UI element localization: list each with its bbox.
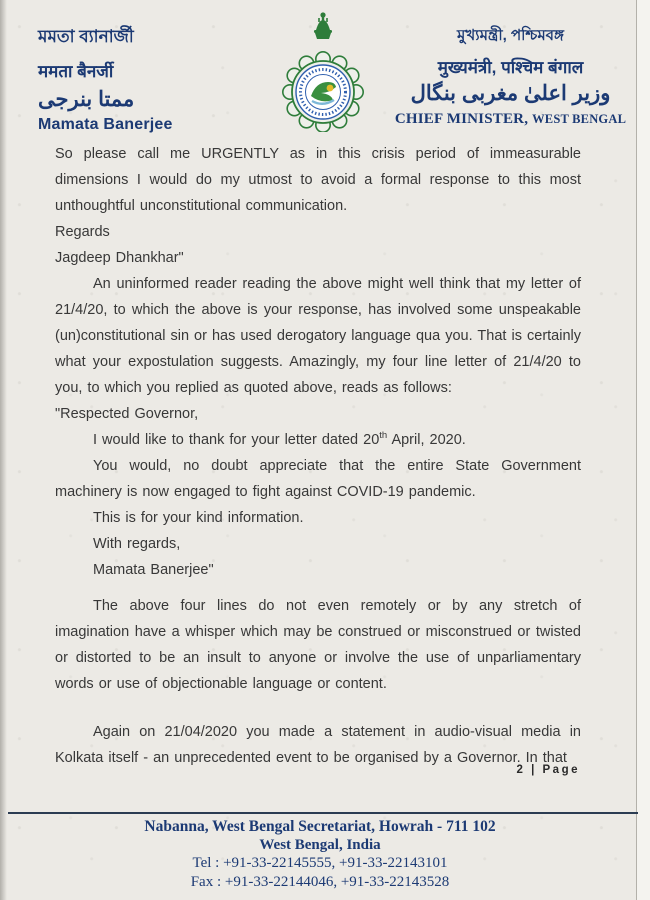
letter-paragraph: With regards, (93, 536, 181, 552)
letter-body (55, 141, 581, 771)
office-title-english-main: CHIEF MINISTER, (394, 111, 533, 127)
page-right-edge (636, 0, 637, 900)
biswa-bangla-seal (283, 52, 363, 132)
footer-telephone: Tel : +91-33-22145555, +91-33-22143101 (192, 855, 448, 871)
letter-paragraph: Jagdeep Dhankhar" (55, 250, 184, 266)
office-title-hindi: मुख्यमंत्री, पश्चिम बंगाल (437, 58, 584, 77)
sender-name-english: Mamata Banerjee (38, 116, 173, 133)
sender-name-urdu: ممتا بنرجی (38, 88, 135, 111)
letter-paragraph: I would like to thank for your letter dated 20th April, 2020. (93, 430, 466, 448)
letter-paragraph: The above four lines do not even remotely or by any stretch of imagination have a whisper which may be construed or misconstrued or twisted or distorted to be an insult to anyone or involve the use of unparliamentary words or use of objectionable language or content. (55, 598, 581, 692)
letter-paragraph: An uninformed reader reading the above might well think that my letter of 21/4/20, to which the above is your response, has involved some unspeakable (un)constitutional sin or has used derogatory language qua you. That is certainly what your expostulation suggests. Amazingly, my four line letter of 21/4/20 to you, to which you replied as quoted above, reads as follows: (55, 276, 581, 396)
letterhead-sender-block (38, 24, 228, 134)
letterhead-office-block (393, 24, 628, 128)
letter-paragraph: Again on 21/04/2020 you made a statement in audio-visual media in Kolkata itself - an unprecedented event to be organised by a Governor. In that (55, 724, 581, 766)
office-title-english (393, 111, 628, 128)
office-title-urdu: وزیر اعلیٰ مغربی بنگال (410, 82, 611, 105)
ashoka-capital-icon (314, 12, 332, 39)
sender-name-hindi: ममता बैनर्जी (38, 62, 114, 81)
footer-fax: Fax : +91-33-22144046, +91-33-22143528 (190, 874, 450, 890)
footer-address-block (0, 817, 640, 892)
footer-address-line2: West Bengal, India (259, 837, 381, 853)
letter-paragraph: "Respected Governor, (55, 406, 199, 422)
letter-paragraph: Regards (55, 224, 110, 240)
office-title-bengali: মুখ্যমন্ত্রী, পশ্চিমবঙ্গ (457, 27, 564, 44)
west-bengal-emblem-icon (271, 10, 375, 132)
scan-background-strip (637, 0, 650, 900)
letter-paragraph: You would, no doubt appreciate that the entire State Government machinery is now engaged to fight against COVID-19 pandemic. (55, 458, 581, 500)
page-left-edge (0, 0, 7, 900)
letter-paragraph: So please call me URGENTLY as in this crisis period of immeasurable dimensions I would do my utmost to avoid a formal response to this most unthoughtful unconstitutional communication. (55, 146, 581, 214)
letter-paragraph: Mamata Banerjee" (93, 562, 214, 578)
state-emblem (271, 10, 375, 137)
page-number: 2 | Page (516, 764, 580, 776)
footer-divider (8, 812, 638, 814)
sender-name-bengali: মমতা ব্যানার্জী (38, 27, 134, 46)
footer-address-line1: Nabanna, West Bengal Secretariat, Howrah - 711 102 (144, 818, 496, 835)
letter-paragraph: This is for your kind information. (93, 510, 304, 526)
office-title-english-sub: WEST BENGAL (532, 112, 627, 126)
